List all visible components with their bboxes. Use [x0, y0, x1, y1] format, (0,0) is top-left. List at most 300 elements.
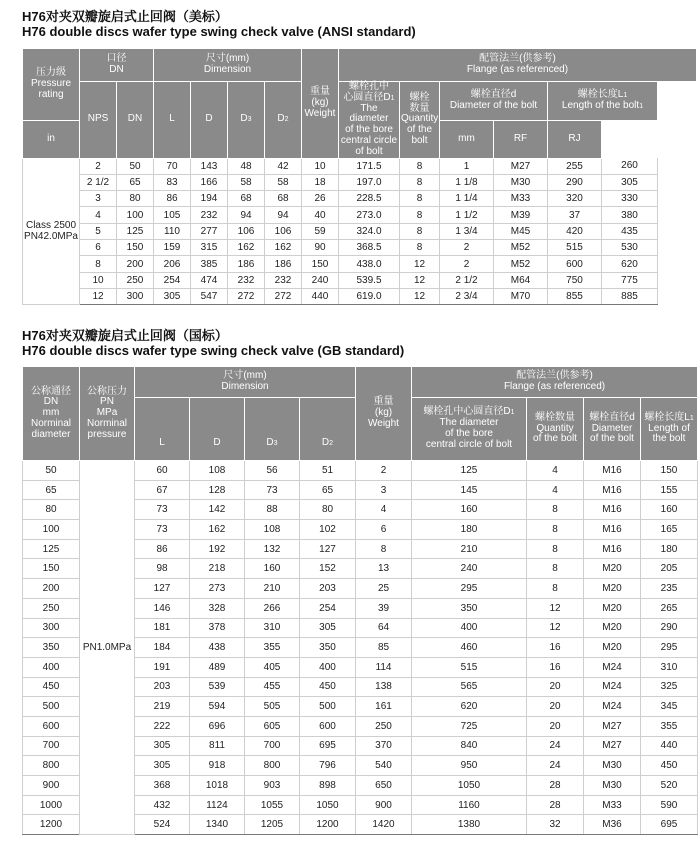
gb-header-bolt-quantity: 螺栓数量 Quantity of the bolt	[527, 398, 584, 461]
ansi-header-flange: 配管法兰(供参考) Flange (as referenced)	[339, 49, 697, 82]
table-cell: 325	[641, 677, 698, 697]
table-cell: 106	[265, 223, 302, 239]
table-cell: 330	[602, 191, 658, 207]
ansi-header-d: D	[191, 82, 228, 159]
table-cell: 2	[80, 158, 117, 174]
table-cell: 796	[300, 756, 356, 776]
table-cell: 48	[228, 158, 265, 174]
table-cell: 138	[356, 677, 412, 697]
table-cell: 145	[412, 480, 527, 500]
table-cell: 4	[356, 500, 412, 520]
table-cell: 240	[302, 272, 339, 288]
table-cell: 162	[265, 240, 302, 256]
table-cell: 94	[228, 207, 265, 223]
table-cell: 273	[190, 579, 245, 599]
ansi-header-in: in	[23, 120, 80, 158]
table-cell: M20	[584, 579, 641, 599]
table-cell: 128	[190, 480, 245, 500]
table-cell: M30	[584, 776, 641, 796]
table-cell: 20	[527, 677, 584, 697]
table-cell: 1050	[300, 795, 356, 815]
ansi-header-dn: DN	[117, 82, 154, 159]
table-cell: 160	[245, 559, 300, 579]
table-cell: M64	[494, 272, 548, 288]
table-cell: 345	[641, 697, 698, 717]
table-cell: 438	[190, 638, 245, 658]
table-cell: 12	[400, 288, 440, 304]
table-cell: 3	[356, 480, 412, 500]
table-cell: 16	[527, 657, 584, 677]
gb-title-cn: H76对夹双瓣旋启式止回阀（国标）	[22, 328, 228, 343]
table-cell: 26	[302, 191, 339, 207]
table-cell: 125	[23, 539, 80, 559]
table-cell: 272	[228, 288, 265, 304]
table-cell: 800	[245, 756, 300, 776]
table-cell: 460	[412, 638, 527, 658]
table-cell: 305	[300, 618, 356, 638]
table-cell: 32	[527, 815, 584, 835]
table-cell: 203	[135, 677, 190, 697]
table-cell: 106	[228, 223, 265, 239]
table-cell: 385	[191, 256, 228, 272]
ansi-header-bolt-circle: 螺栓孔中 心圆直径D1 The diameter of the bore central circle of bolt	[339, 82, 400, 159]
table-row	[23, 223, 697, 239]
table-cell: 200	[23, 579, 80, 599]
table-cell: 8	[356, 539, 412, 559]
table-cell: 520	[641, 776, 698, 796]
table-cell: 150	[23, 559, 80, 579]
table-cell: 20	[527, 697, 584, 717]
table-cell: M27	[584, 716, 641, 736]
table-cell: M20	[584, 559, 641, 579]
table-cell: 539	[190, 677, 245, 697]
table-cell: 28	[527, 776, 584, 796]
table-cell: 605	[245, 716, 300, 736]
table-cell: 180	[641, 539, 698, 559]
table-cell: 260	[602, 158, 658, 174]
table-cell: 222	[135, 716, 190, 736]
table-cell: 903	[245, 776, 300, 796]
table-cell: 162	[228, 240, 265, 256]
table-cell: 235	[641, 579, 698, 599]
table-cell: 12	[400, 256, 440, 272]
table-cell: M27	[584, 736, 641, 756]
table-cell: 40	[302, 207, 339, 223]
table-cell: 73	[135, 520, 190, 540]
table-cell: 540	[356, 756, 412, 776]
table-cell: M39	[494, 207, 548, 223]
table-cell: M52	[494, 240, 548, 256]
table-cell: 98	[135, 559, 190, 579]
table-cell: 73	[135, 500, 190, 520]
table-cell: 1340	[190, 815, 245, 835]
table-cell: 1000	[23, 795, 80, 815]
table-cell: 228.5	[339, 191, 400, 207]
table-cell: 378	[190, 618, 245, 638]
table-cell: 775	[602, 272, 658, 288]
table-cell: 440	[302, 288, 339, 304]
table-cell: 165	[641, 520, 698, 540]
table-cell: M16	[584, 520, 641, 540]
table-cell: 166	[191, 174, 228, 190]
table-cell: 250	[356, 716, 412, 736]
table-cell: 1160	[412, 795, 527, 815]
table-cell: 725	[412, 716, 527, 736]
table-cell: 600	[548, 256, 602, 272]
table-cell: 28	[527, 795, 584, 815]
table-cell: 232	[191, 207, 228, 223]
table-cell: 58	[265, 174, 302, 190]
table-cell: 65	[117, 174, 154, 190]
ansi-header-dimension: 尺寸(mm) Dimension	[154, 49, 302, 82]
table-cell: M33	[494, 191, 548, 207]
ansi-header-l: L	[154, 82, 191, 159]
table-cell: 2	[440, 240, 494, 256]
table-cell: 619.0	[339, 288, 400, 304]
gb-header-flange: 配管法兰(供参考) Flange (as referenced)	[412, 367, 698, 398]
table-cell: 455	[245, 677, 300, 697]
table-cell: 547	[191, 288, 228, 304]
table-cell: 142	[190, 500, 245, 520]
table-cell: 68	[265, 191, 302, 207]
table-cell: M20	[584, 638, 641, 658]
table-cell: 80	[23, 500, 80, 520]
table-cell: 450	[300, 677, 356, 697]
table-cell: M20	[584, 598, 641, 618]
gb-header-weight: 重量 (kg) Weight	[356, 367, 412, 461]
table-cell: 13	[356, 559, 412, 579]
table-cell: 160	[412, 500, 527, 520]
table-cell: 8	[80, 256, 117, 272]
ansi-title-en: H76 double discs wafer type swing check valve (ANSI standard)	[22, 24, 416, 39]
table-cell: 162	[190, 520, 245, 540]
table-cell: 85	[356, 638, 412, 658]
table-cell: 108	[245, 520, 300, 540]
table-cell: 68	[228, 191, 265, 207]
table-cell: 6	[356, 520, 412, 540]
table-cell: 320	[548, 191, 602, 207]
table-cell: 696	[190, 716, 245, 736]
table-cell: 8	[527, 559, 584, 579]
gb-table	[22, 366, 698, 835]
table-cell: 440	[641, 736, 698, 756]
table-cell: 2 1/2	[440, 272, 494, 288]
table-cell: 18	[302, 174, 339, 190]
table-cell: 80	[300, 500, 356, 520]
table-cell: 265	[641, 598, 698, 618]
table-cell: 51	[300, 461, 356, 481]
table-cell: 435	[602, 223, 658, 239]
table-cell: 108	[190, 461, 245, 481]
table-cell: 194	[191, 191, 228, 207]
table-cell: 203	[300, 579, 356, 599]
table-row	[23, 174, 697, 190]
table-cell: 1 1/2	[440, 207, 494, 223]
ansi-header-bolt-quantity: 螺栓 数量 Quantity of the bolt	[400, 82, 440, 159]
table-row	[23, 272, 697, 288]
ansi-header-d2: D2	[265, 82, 302, 159]
table-cell: 405	[245, 657, 300, 677]
table-cell: 255	[548, 158, 602, 174]
gb-header-bolt-circle: 螺栓孔中心圆直径D1 The diameter of the bore central circle of bolt	[412, 398, 527, 461]
table-cell: 70	[154, 158, 191, 174]
ansi-table-body	[23, 158, 697, 305]
table-cell: 355	[245, 638, 300, 658]
table-cell: 150	[117, 240, 154, 256]
ansi-title-cn: H76对夹双瓣旋启式止回阀（美标）	[22, 9, 228, 24]
table-cell: 350	[300, 638, 356, 658]
table-cell: 500	[23, 697, 80, 717]
table-cell: 8	[400, 191, 440, 207]
table-cell: 368	[135, 776, 190, 796]
ansi-table	[22, 48, 697, 305]
table-cell: 355	[641, 716, 698, 736]
table-cell: 2 3/4	[440, 288, 494, 304]
table-cell: 420	[548, 223, 602, 239]
table-cell: 620	[602, 256, 658, 272]
table-cell: 305	[135, 736, 190, 756]
ansi-header-bolt-length: 螺栓长度L1 Length of the bolt1	[548, 82, 658, 121]
table-cell: 1200	[300, 815, 356, 835]
table-cell: 1200	[23, 815, 80, 835]
table-cell: 250	[23, 598, 80, 618]
table-cell: 73	[245, 480, 300, 500]
table-cell: M16	[584, 461, 641, 481]
table-cell: 2 1/2	[80, 174, 117, 190]
gb-header-bolt-diameter: 螺栓直径d Diameter of the bolt	[584, 398, 641, 461]
table-cell: 125	[412, 461, 527, 481]
table-cell: 290	[641, 618, 698, 638]
table-cell: 83	[154, 174, 191, 190]
table-cell: M20	[584, 618, 641, 638]
table-cell: 918	[190, 756, 245, 776]
table-cell: 1055	[245, 795, 300, 815]
table-cell: 900	[356, 795, 412, 815]
table-cell: 210	[245, 579, 300, 599]
table-cell: 700	[23, 736, 80, 756]
table-cell: 90	[302, 240, 339, 256]
ansi-header-bolt-diameter: 螺栓直径d Diameter of the bolt	[440, 82, 548, 121]
ansi-header-rf: RF	[494, 120, 548, 158]
table-cell: 186	[228, 256, 265, 272]
gb-title-en: H76 double discs wafer type swing check valve (GB standard)	[22, 343, 405, 358]
table-cell: 750	[548, 272, 602, 288]
table-cell: 565	[412, 677, 527, 697]
table-cell: 290	[548, 174, 602, 190]
table-cell: 1124	[190, 795, 245, 815]
table-cell: 2	[440, 256, 494, 272]
table-cell: 273.0	[339, 207, 400, 223]
table-cell: M27	[494, 158, 548, 174]
table-cell: 146	[135, 598, 190, 618]
table-cell: 432	[135, 795, 190, 815]
table-cell: 152	[300, 559, 356, 579]
gb-table-body	[23, 461, 698, 835]
table-cell: 197.0	[339, 174, 400, 190]
table-cell: 1205	[245, 815, 300, 835]
table-cell: 37	[548, 207, 602, 223]
table-cell: 143	[191, 158, 228, 174]
table-cell: 295	[641, 638, 698, 658]
table-cell: 885	[602, 288, 658, 304]
table-cell: 450	[641, 756, 698, 776]
table-cell: 277	[191, 223, 228, 239]
table-cell: 600	[300, 716, 356, 736]
table-cell: 305	[602, 174, 658, 190]
table-cell: M16	[584, 480, 641, 500]
gb-pressure-cell: PN1.0MPa	[80, 461, 135, 835]
table-cell: 811	[190, 736, 245, 756]
table-cell: M70	[494, 288, 548, 304]
gb-header-l: L	[135, 398, 190, 461]
table-cell: 489	[190, 657, 245, 677]
ansi-header-weight: 重量 (kg) Weight	[302, 49, 339, 159]
table-cell: M52	[494, 256, 548, 272]
table-cell: 1	[440, 158, 494, 174]
table-cell: 150	[641, 461, 698, 481]
table-cell: 524	[135, 815, 190, 835]
table-cell: 105	[154, 207, 191, 223]
table-cell: 530	[602, 240, 658, 256]
table-cell: 50	[117, 158, 154, 174]
table-cell: 39	[356, 598, 412, 618]
table-cell: 310	[245, 618, 300, 638]
gb-header-d3: D3	[245, 398, 300, 461]
table-cell: M30	[494, 174, 548, 190]
table-cell: 100	[23, 520, 80, 540]
table-cell: 266	[245, 598, 300, 618]
table-cell: 400	[300, 657, 356, 677]
table-cell: 155	[641, 480, 698, 500]
table-cell: 205	[641, 559, 698, 579]
table-cell: 368.5	[339, 240, 400, 256]
table-cell: 125	[117, 223, 154, 239]
table-cell: 8	[527, 539, 584, 559]
table-cell: 305	[154, 288, 191, 304]
gb-header-nominal-pressure: 公称压力 PN MPa Norminal pressure	[80, 367, 135, 461]
gb-header-bolt-length: 螺栓长度L1 Length of the bolt	[641, 398, 698, 461]
table-cell: 20	[527, 716, 584, 736]
table-cell: 184	[135, 638, 190, 658]
table-cell: 181	[135, 618, 190, 638]
table-cell: 10	[302, 158, 339, 174]
table-cell: 16	[527, 638, 584, 658]
ansi-header-d3: D3	[228, 82, 265, 159]
table-cell: 1018	[190, 776, 245, 796]
table-cell: 60	[135, 461, 190, 481]
table-cell: M24	[584, 697, 641, 717]
table-cell: 24	[527, 756, 584, 776]
table-cell: 310	[641, 657, 698, 677]
table-cell: 192	[190, 539, 245, 559]
table-cell: 438.0	[339, 256, 400, 272]
table-cell: 700	[245, 736, 300, 756]
gb-header-dimension: 尺寸(mm) Dimension	[135, 367, 356, 398]
table-row	[23, 288, 697, 304]
table-cell: 8	[400, 158, 440, 174]
table-cell: 600	[23, 716, 80, 736]
table-cell: 8	[400, 174, 440, 190]
table-cell: 8	[400, 223, 440, 239]
table-cell: 474	[191, 272, 228, 288]
table-row	[23, 256, 697, 272]
table-cell: 150	[302, 256, 339, 272]
table-cell: 295	[412, 579, 527, 599]
table-row	[23, 207, 697, 223]
table-cell: 56	[245, 461, 300, 481]
table-cell: 12	[527, 598, 584, 618]
table-cell: 1 3/4	[440, 223, 494, 239]
table-cell: 64	[356, 618, 412, 638]
table-cell: 232	[265, 272, 302, 288]
table-cell: 620	[412, 697, 527, 717]
table-cell: 695	[641, 815, 698, 835]
table-cell: 450	[23, 677, 80, 697]
table-cell: 186	[265, 256, 302, 272]
table-cell: 88	[245, 500, 300, 520]
table-cell: 950	[412, 756, 527, 776]
ansi-rating-cell: Class 2500 PN42.0MPa	[23, 158, 80, 305]
table-cell: 1050	[412, 776, 527, 796]
table-cell: 8	[400, 240, 440, 256]
table-cell: 94	[265, 207, 302, 223]
table-cell: 67	[135, 480, 190, 500]
table-cell: 650	[356, 776, 412, 796]
table-cell: 24	[527, 736, 584, 756]
table-cell: 86	[154, 191, 191, 207]
table-cell: 594	[190, 697, 245, 717]
ansi-header-mm: mm	[440, 120, 494, 158]
table-cell: 102	[300, 520, 356, 540]
table-cell: 855	[548, 288, 602, 304]
table-cell: 1380	[412, 815, 527, 835]
table-cell: 250	[117, 272, 154, 288]
table-cell: M16	[584, 500, 641, 520]
table-cell: 350	[412, 598, 527, 618]
table-cell: 232	[228, 272, 265, 288]
table-cell: 8	[527, 579, 584, 599]
table-cell: 900	[23, 776, 80, 796]
table-cell: 100	[117, 207, 154, 223]
table-cell: M24	[584, 677, 641, 697]
table-cell: 898	[300, 776, 356, 796]
table-cell: 840	[412, 736, 527, 756]
ansi-header-pressure-rating: 压力级 Pressure rating	[23, 49, 80, 121]
table-cell: 505	[245, 697, 300, 717]
table-cell: 1 1/8	[440, 174, 494, 190]
table-cell: 305	[135, 756, 190, 776]
table-cell: 324.0	[339, 223, 400, 239]
table-cell: 8	[527, 500, 584, 520]
table-cell: 272	[265, 288, 302, 304]
table-cell: 1420	[356, 815, 412, 835]
table-cell: 254	[300, 598, 356, 618]
table-cell: 1 1/4	[440, 191, 494, 207]
ansi-header-size: 口径 DN	[80, 49, 154, 82]
table-cell: 65	[23, 480, 80, 500]
table-cell: 8	[400, 207, 440, 223]
gb-header-d2: D2	[300, 398, 356, 461]
table-cell: 161	[356, 697, 412, 717]
table-cell: 191	[135, 657, 190, 677]
table-cell: 210	[412, 539, 527, 559]
table-cell: 8	[527, 520, 584, 540]
table-cell: 110	[154, 223, 191, 239]
table-cell: 328	[190, 598, 245, 618]
table-cell: 515	[548, 240, 602, 256]
table-cell: 86	[135, 539, 190, 559]
table-cell: 6	[80, 240, 117, 256]
